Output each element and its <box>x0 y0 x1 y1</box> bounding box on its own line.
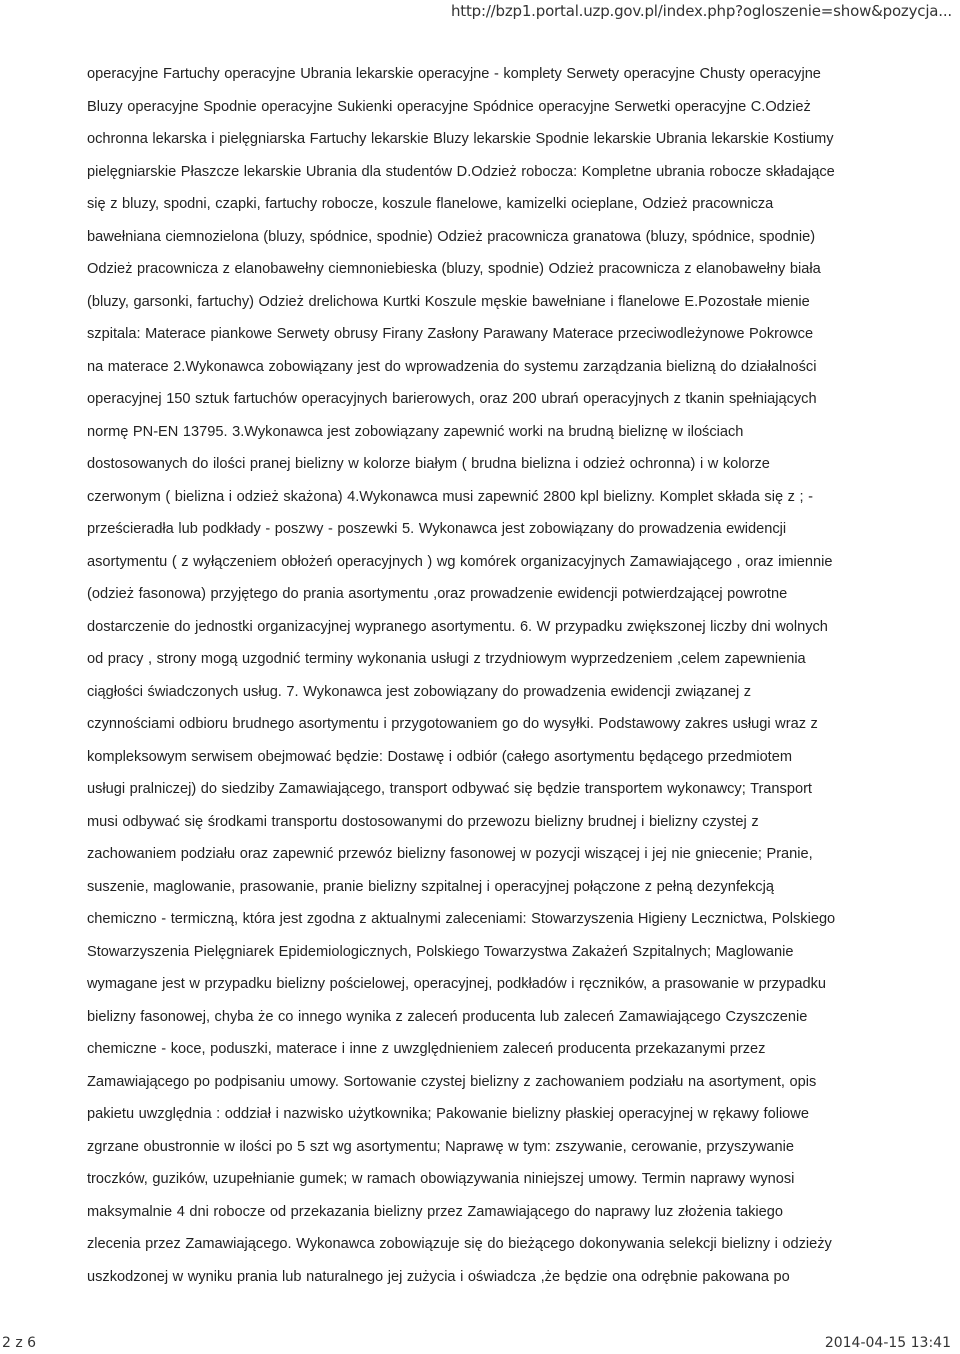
text-line: na materace 2.Wykonawca zobowiązany jest do wprowadzenia do systemu zarządzania bielizną do działalności <box>87 358 817 375</box>
text-line: asortymentu ( z wyłączeniem obłożeń operacyjnych ) wg komórek organizacyjnych Zamawiającego , oraz imiennie <box>87 553 833 570</box>
text-line: Odzież pracownicza z elanobawełny ciemnoniebieska (bluzy, spodnie) Odzież pracownicza z elanobawełny biała <box>87 261 821 277</box>
page-number: 2 z 6 <box>2 1335 37 1351</box>
text-line: od pracy , strony mogą uzgodnić terminy wykonania usługi z trzydniowym wyprzedzeniem ,celem zapewnienia <box>87 651 806 667</box>
text-line: wymagane jest w przypadku bielizny pościelowej, operacyjnej, podkładów i ręczników, a prasowanie w przypadku <box>87 976 826 992</box>
print-datetime: 2014-04-15 13:41 <box>824 1335 951 1351</box>
text-line: maksymalnie 4 dni robocze od przekazania bielizny przez Zamawiającego do naprawy luz złożenia takiego <box>87 1203 784 1220</box>
text-line: operacyjne Fartuchy operacyjne Ubrania lekarskie operacyjne - komplety Serwety operacyjne Chusty operacyjne <box>87 66 821 82</box>
text-line: musi odbywać się środkami transportu dostosowanymi do przewozu bielizny brudnej i bielizny czystej z <box>87 813 759 830</box>
text-line: Zamawiającego po podpisaniu umowy. Sortowanie czystej bielizny z zachowaniem podziału na asortyment, opis <box>87 1073 817 1090</box>
text-line: zgrzane obustronnie w ilości po 5 szt wg asortymentu; Naprawę w tym: zszywanie, cerowanie, przyszywanie <box>87 1138 794 1155</box>
text-line: ochronna lekarska i pielęgniarska Fartuchy lekarskie Bluzy lekarskie Spodnie lekarskie Ubrania lekarskie Kostiumy <box>87 131 834 147</box>
text-line: uszkodzonej w wyniku prania lub naturalnego jej zużycia i oświadcza ,że będzie ona odrębnie pakowana po <box>87 1268 790 1285</box>
text-line: kompleksowym serwisem obejmować będzie: Dostawę i odbiór (całego asortymentu będącego przedmiotem <box>87 748 793 765</box>
text-line: normę PN-EN 13795. 3.Wykonawca jest zobowiązany zapewnić worki na brudną bieliznę w ilościach <box>87 423 744 440</box>
text-line: operacyjnej 150 sztuk fartuchów operacyjnych barierowych, oraz 200 ubrań operacyjnych z tkanin spełniających <box>87 391 817 407</box>
text-line: (odzież fasonowa) przyjętego do prania asortymentu ,oraz prowadzenie ewidencji potwierdzającej powrotne <box>87 586 788 602</box>
text-line: czynnościami odbioru brudnego asortymentu i przygotowaniem go do wysyłki. Podstawowy zakres usługi wraz z <box>87 716 818 732</box>
text-line: chemiczno - termiczną, która jest zgodna z aktualnymi zaleceniami: Stowarzyszenia Higieny Lecznictwa, Polskiego <box>87 911 836 927</box>
text-line: się z bluzy, spodni, czapki, fartuchy robocze, koszule flanelowe, kamizelki ocieplane, Odzież pracownicza <box>87 196 774 212</box>
text-line: pielęgniarskie Płaszcze lekarskie Ubrania dla studentów D.Odzież robocza: Kompletne ubrania robocze składające <box>87 163 835 180</box>
text-line: (bluzy, garsonki, fartuchy) Odzież drelichowa Kurtki Koszule męskie bawełniane i flanelowe E.Pozostałe mienie <box>87 293 810 310</box>
text-line: ciągłości świadczonych usług. 7. Wykonawca jest zobowiązany do prowadzenia ewidencji związanej z <box>87 683 752 700</box>
text-line: troczków, guzików, uzupełnianie gumek; w ramach obowiązywania niniejszej umowy. Termin naprawy wynosi <box>87 1171 795 1187</box>
text-line: pakietu uwzględnia : oddział i nazwisko użytkownika; Pakowanie bielizny płaskiej operacyjnej w rękawy foliowe <box>87 1106 809 1122</box>
text-line: dostosowanych do ilości pranej bielizny w kolorze białym ( brudna bielizna i odzież ochronna) i w kolorze <box>87 456 770 472</box>
text-line: zlecenia przez Zamawiającego. Wykonawca zobowiązuje się do bieżącego dokonywania selekcji bielizny i odzieży <box>87 1236 832 1252</box>
text-line: Stowarzyszenia Pielęgniarek Epidemiologicznych, Polskiego Towarzystwa Zakażeń Szpitalnych; Maglowanie <box>87 943 794 960</box>
text-line: suszenie, maglowanie, prasowanie, pranie bielizny szpitalnej i operacyjnej połączone z pełną dezynfekcją <box>87 878 774 895</box>
text-line: zachowaniem podziału oraz zapewnić przewóz bielizny fasonowej w pozycji wiszącej i jej nie gniecenie; Pranie, <box>87 846 813 862</box>
document-body <box>87 58 887 1293</box>
text-line: bielizny fasonowej, chyba że co innego wynika z zaleceń producenta lub zaleceń Zamawiającego Czyszczenie <box>87 1008 808 1025</box>
page-url-header: http://bzp1.portal.uzp.gov.pl/index.php?ogloszenie=show&pozycja... <box>450 2 952 20</box>
text-line: szpitala: Materace piankowe Serwety obrusy Firany Zasłony Parawany Materace przeciwodleżynowe Pokrowce <box>87 326 814 342</box>
text-line: czerwonym ( bielizna i odzież skażona) 4.Wykonawca musi zapewnić 2800 kpl bielizny. Komplet składa się z ; - <box>87 488 813 505</box>
text-line: bawełniana ciemnozielona (bluzy, spódnice, spodnie) Odzież pracownicza granatowa (bluzy, spódnice, spodnie) <box>87 228 816 245</box>
text-line: Bluzy operacyjne Spodnie operacyjne Sukienki operacyjne Spódnice operacyjne Serwetki operacyjne C.Odzież <box>87 98 811 115</box>
text-line: usługi pralniczej) do siedziby Zamawiającego, transport odbywać się będzie transportem wykonawcy; Transport <box>87 781 812 797</box>
text-line: prześcieradła lub podkłady - poszwy - poszewki 5. Wykonawca jest zobowiązany do prowadzenia ewidencji <box>87 521 787 537</box>
text-line: chemiczne - koce, poduszki, materace i inne z uwzględnieniem zaleceń producenta przekazanymi przez <box>87 1041 766 1057</box>
text-line: dostarczenie do jednostki organizacyjnej wypranego asortymentu. 6. W przypadku zwiększonej liczby dni wolnych <box>87 618 828 635</box>
